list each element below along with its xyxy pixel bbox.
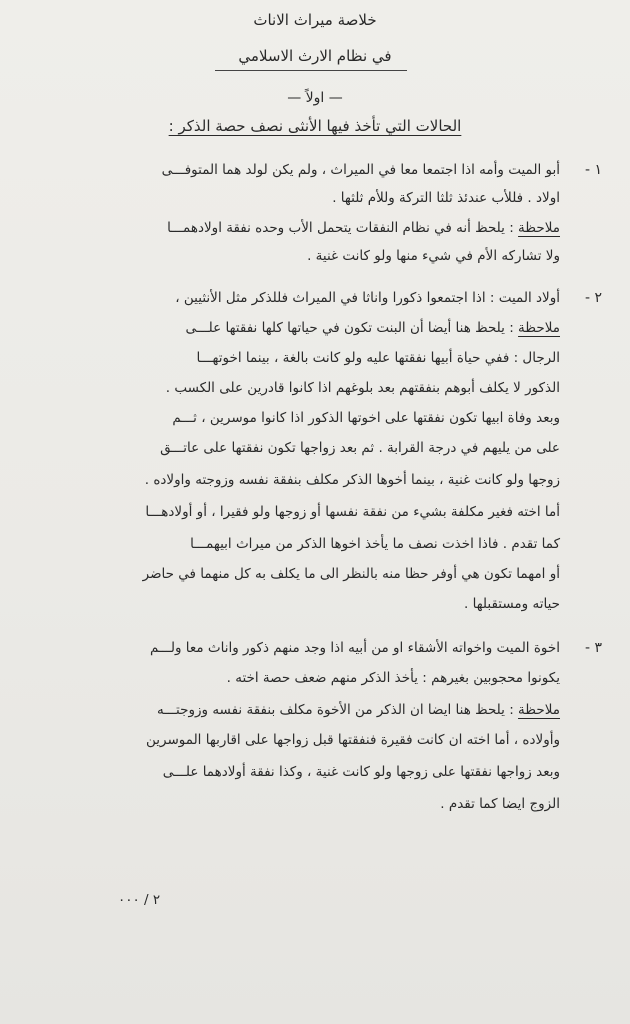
note-line: وبعد وفاة ابيها تكون نفقتها على اخوتها الذكور اذا كانوا موسرين ، ثـــم bbox=[172, 410, 560, 426]
note-line: كما تقدم . فاذا اخذت نصف ما يأخذ اخوها الذكر من ميراث ابيهمـــا bbox=[190, 536, 560, 552]
section-line: أبو الميت وأمه اذا اجتمعا معا في الميراث ، ولم يكن لولد هما المتوفـــى bbox=[161, 162, 560, 178]
note-line: الذكور لا يكلف أبوهم بنفقتهم بعد بلوغهم اذا كانوا قادرين على الكسب . bbox=[165, 380, 560, 396]
section-line: يكونوا محجوبين بغيرهم : يأخذ الذكر منهم ضعف حصة اخته . bbox=[226, 670, 560, 686]
note-text: : يلحظ أنه في نظام النفقات يتحمل الأب وحده نفقة اولادهمـــا bbox=[167, 220, 514, 236]
section-heading-first: — اولاً — bbox=[287, 90, 343, 106]
section-line: اخوة الميت واخواته الأشقاء او من أبيه اذا وجد منهم ذكور واناث معا ولـــم bbox=[149, 640, 560, 656]
section-number: ١ - bbox=[584, 162, 602, 178]
document-title: خلاصة ميراث الاناث bbox=[253, 11, 377, 29]
section-line: أولاد الميت : اذا اجتمعوا ذكورا واناثا في الميراث فللذكر مثل الأنثيين ، bbox=[175, 290, 560, 306]
note-line: ولا تشاركه الأم في شيء منها ولو كانت غنية . bbox=[307, 248, 560, 264]
subtitle-underline bbox=[215, 70, 407, 71]
page-marker: ٢ / ٠٠٠ bbox=[118, 892, 161, 908]
note-text: : يلحظ هنا أيضا أن البنت تكون في حياتها كلها نفقتها علـــى bbox=[185, 320, 514, 336]
note-line bbox=[167, 218, 560, 238]
note-line: الرجال : ففي حياة أبيها نفقتها عليه ولو كانت بالغة ، بينما اخوتهـــا bbox=[196, 350, 560, 366]
note-line: وبعد زواجها نفقتها على زوجها ولو كانت غنية ، وكذا نفقة أولادهما علـــى bbox=[162, 764, 560, 780]
document-subtitle: في نظام الارث الاسلامي bbox=[238, 47, 392, 65]
section-number: ٢ - bbox=[584, 290, 602, 306]
note-label: ملاحظة bbox=[518, 702, 560, 718]
note-line bbox=[186, 318, 560, 338]
note-line: على من يليهم في درجة القرابة . ثم بعد زواجها تكون نفقتها على عاتـــق bbox=[160, 440, 560, 456]
section-line: اولاد . فللأب عندئذ ثلثا التركة وللأم ثلثها . bbox=[332, 190, 560, 206]
note-label: ملاحظة bbox=[518, 320, 560, 336]
note-line bbox=[157, 700, 560, 720]
note-line: أما اخته فغير مكلفة بشيء من نفقة نفسها أو زوجها ولو فقيرا ، أو أولادهـــا bbox=[145, 504, 560, 520]
note-line: وأولاده ، أما اخته ان كانت فقيرة فنفقتها قبل زواجها على اقاربها الموسرين bbox=[146, 732, 560, 748]
cases-heading bbox=[0, 116, 630, 136]
section-number: ٣ - bbox=[584, 640, 602, 656]
note-line: حياته ومستقبلها . bbox=[464, 596, 560, 612]
note-line: الزوج ايضا كما تقدم . bbox=[440, 796, 560, 812]
note-line: أو امهما تكون هي أوفر حظا منه بالنظر الى ما يكلف به كل منهما في حاضر bbox=[142, 566, 560, 582]
note-text: : يلحظ هنا ايضا ان الذكر من الأخوة مكلف بنفقة نفسه وزوجتـــه bbox=[156, 702, 514, 718]
note-line: زوجها ولو كانت غنية ، بينما أخوها الذكر مكلف بنفقة نفسه وزوجته واولاده . bbox=[144, 472, 560, 488]
cases-heading-text: الحالات التي تأخذ فيها الأنثى نصف حصة الذكر : bbox=[168, 117, 462, 135]
note-label: ملاحظة bbox=[518, 220, 560, 236]
